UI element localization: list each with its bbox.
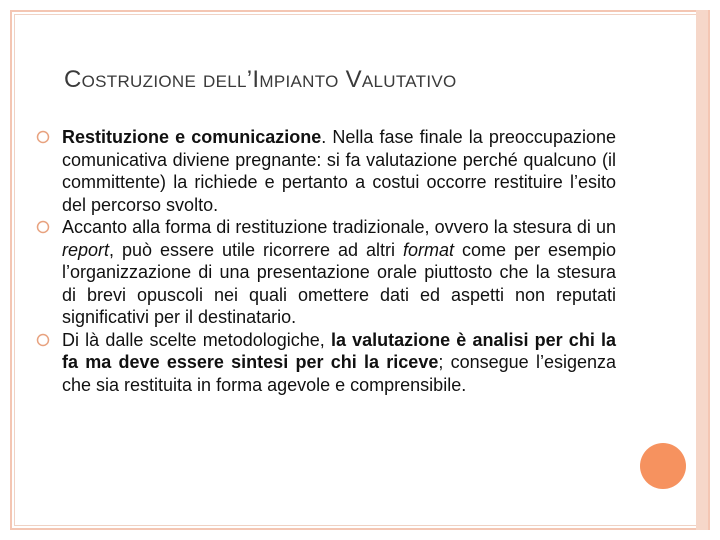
bullet-2-part-4: format: [402, 239, 454, 260]
bullet-item-3: [36, 329, 616, 397]
bullet-2-part-1: Accanto alla forma di restituzione tradizionale, ovvero la stesura di un: [62, 217, 616, 237]
slide-body: [36, 126, 616, 396]
circle-outline-icon: [36, 333, 50, 347]
circle-outline-icon: [36, 130, 50, 144]
bullet-1-part-1: Restituzione e comunicazione: [62, 127, 322, 147]
bullet-2-part-2: report: [62, 239, 110, 260]
bullet-1-part-2: . Nella fase finale la preoccupazione comunicativa diviene pregnante: si fa valutazione perché qualcuno (il committente) la richiede e pertanto a costui occorre restituire l’esito del percorso svolto.: [62, 127, 616, 215]
slide-title: Costruzione dell’Impianto Valutativo: [64, 66, 457, 93]
bullet-2-part-5: come per esempio l’organizzazione di una presentazione orale piuttosto che la stesura di brevi opuscoli nei quali omettere dati ed aspetti non reputati significativi per il destinatario.: [62, 239, 616, 327]
bullet-item-2: [36, 216, 616, 329]
bullet-item-1: [36, 126, 616, 216]
slide-side-strip: [696, 10, 708, 530]
bullet-2-part-3: , può essere utile ricorrere ad altri: [109, 239, 403, 260]
decorative-circle: [640, 443, 686, 489]
bullet-3-part-3: ; consegue l’esigenza che sia restituita in forma agevole e comprensibile.: [62, 352, 616, 395]
circle-outline-icon: [36, 220, 50, 234]
bullet-3-part-1: Di là dalle scelte metodologiche,: [62, 329, 331, 350]
bullet-3-part-2: la valutazione è analisi per chi la fa ma deve essere sintesi per chi la riceve: [62, 329, 616, 372]
